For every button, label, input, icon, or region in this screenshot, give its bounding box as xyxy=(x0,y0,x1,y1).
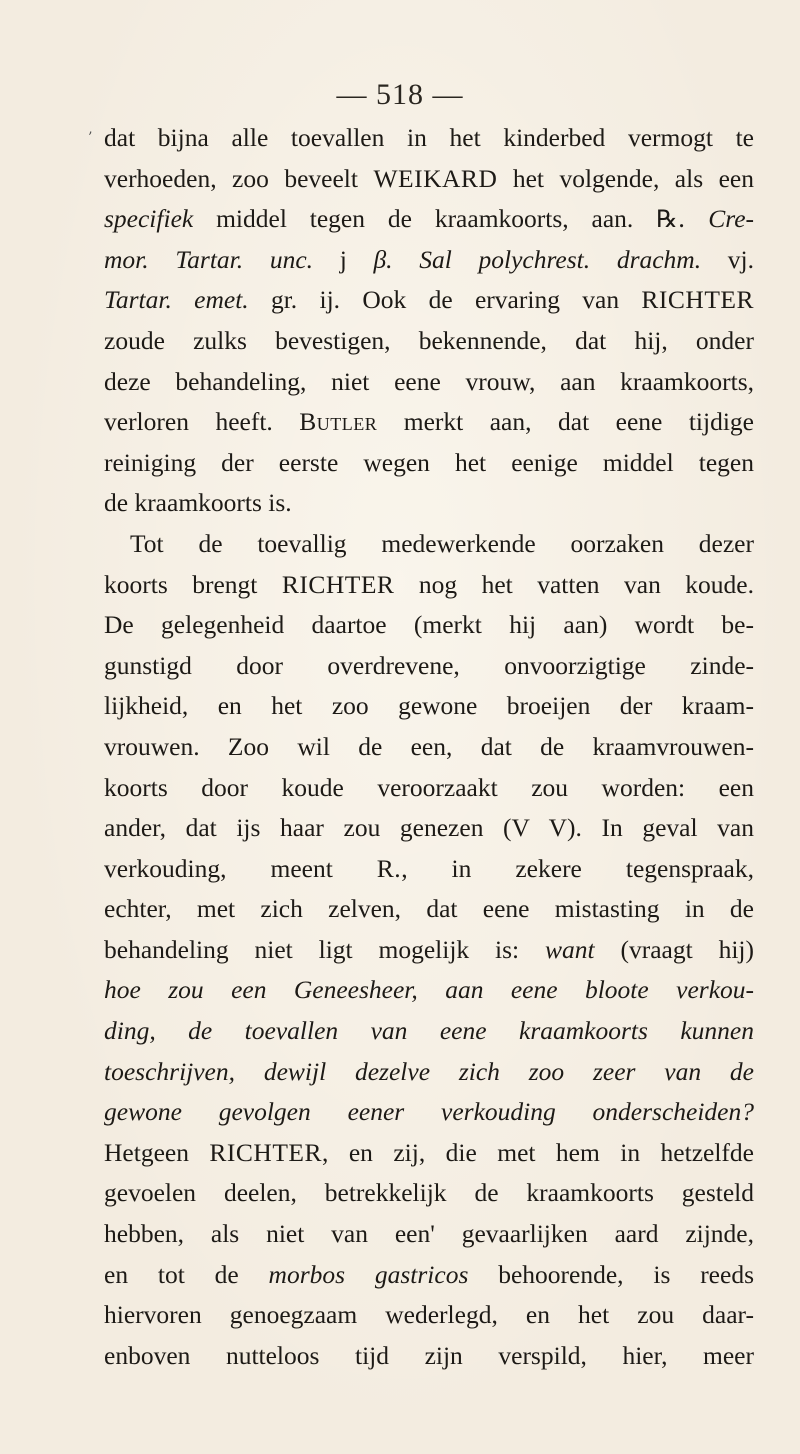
text-segment: vrouwen. Zoo wil de een, dat de kraamvrouwen- xyxy=(104,731,754,761)
text-line xyxy=(104,118,754,159)
text-segment: verhoeden, zoo beveelt xyxy=(104,163,374,193)
page-number-header: — 518 — xyxy=(336,78,464,111)
text-segment: en tot de xyxy=(104,1259,269,1289)
text-line xyxy=(104,1255,754,1296)
text-segment xyxy=(685,204,708,233)
text-segment: Tot de toevallig medewerkende oorzaken dezer xyxy=(130,528,754,558)
text-line xyxy=(104,1295,754,1336)
text-segment: Butler xyxy=(299,407,378,437)
text-segment: Hetgeen xyxy=(104,1137,210,1167)
text-segment: want xyxy=(545,934,595,964)
text-line xyxy=(104,1011,754,1052)
text-line xyxy=(104,605,754,646)
text-segment: vj. xyxy=(701,244,754,274)
text-line xyxy=(104,1133,754,1174)
text-line xyxy=(104,849,754,890)
text-line xyxy=(104,646,754,687)
text-line xyxy=(104,1173,754,1214)
text-segment: ℞. xyxy=(656,205,686,234)
text-line xyxy=(104,199,754,240)
text-line xyxy=(104,240,754,281)
text-segment: j xyxy=(313,244,374,274)
text-segment: β. Sal polychrest. drachm. xyxy=(373,244,702,274)
text-line xyxy=(104,362,754,403)
text-segment: specifiek xyxy=(104,204,194,234)
margin-mark: ’ xyxy=(88,130,93,146)
text-line xyxy=(104,443,754,484)
text-segment: RICHTER xyxy=(641,285,754,315)
text-segment: enboven nutteloos tijd zijn verspild, hier, meer xyxy=(104,1340,754,1370)
text-segment: RICHTER xyxy=(281,569,395,599)
text-line xyxy=(104,686,754,727)
text-line xyxy=(104,321,754,362)
text-segment: morbos gastricos xyxy=(268,1259,469,1289)
text-segment: De gelegenheid daartoe (merkt hij aan) wordt be- xyxy=(104,610,754,640)
text-segment: deze behandeling, niet eene vrouw, aan kraamkoorts, xyxy=(104,366,754,396)
text-segment: lijkheid, en het zoo gewone broeijen der kraam- xyxy=(104,691,754,721)
text-segment: gr. ij. Ook de ervaring van xyxy=(248,285,642,315)
text-segment: , in zekere tegenspraak, xyxy=(401,853,755,883)
text-line xyxy=(104,402,754,443)
text-segment: RICHTER xyxy=(209,1137,322,1167)
text-segment: dat bijna alle toevallen in het kinderbed vermogt te xyxy=(104,123,754,152)
text-segment: koorts door koude veroorzaakt zou worden: een xyxy=(104,772,754,802)
text-line xyxy=(104,768,754,809)
text-segment: verkouding, meent xyxy=(104,853,377,883)
body-text xyxy=(104,118,754,1376)
text-line xyxy=(104,727,754,768)
text-segment: gewone gevolgen eener verkouding onderscheiden? xyxy=(104,1097,754,1127)
text-segment: R. xyxy=(376,853,402,883)
text-segment: reiniging der eerste wegen het eenige middel tegen xyxy=(104,447,754,477)
text-segment: (vraagt hij) xyxy=(594,934,754,964)
text-segment: gevoelen deelen, betrekkelijk de kraamkoorts gesteld xyxy=(104,1178,754,1208)
text-segment: middel tegen de kraamkoorts, aan. xyxy=(193,204,657,234)
text-segment: ding, de toevallen van eene kraamkoorts kunnen xyxy=(104,1016,754,1046)
text-line xyxy=(104,1052,754,1093)
text-segment: WEIKARD xyxy=(373,163,498,193)
text-segment: , en zij, die met hem in hetzelfde xyxy=(322,1137,754,1167)
text-segment: toeschrijven, dewijl dezelve zich zoo zeer van de xyxy=(104,1056,754,1086)
text-segment: koorts brengt xyxy=(104,569,282,599)
text-segment: het volgende, als een xyxy=(497,163,754,193)
text-segment: gunstigd door overdrevene, onvoorzigtige zinde- xyxy=(104,650,754,680)
text-segment: behoorende, is reeds xyxy=(468,1259,754,1289)
text-line xyxy=(104,930,754,971)
text-line xyxy=(104,808,754,849)
text-segment: hebben, als niet van een' gevaarlijken aard zijnde, xyxy=(104,1219,754,1249)
text-segment: de kraamkoorts is. xyxy=(104,488,292,518)
text-line xyxy=(104,524,754,565)
text-segment: nog het vatten van koude. xyxy=(394,569,754,599)
text-line xyxy=(104,1092,754,1133)
text-segment: hoe zou een Geneesheer, aan eene bloote verkou- xyxy=(104,975,754,1005)
text-segment: merkt aan, dat eene tijdige xyxy=(377,407,754,437)
text-line xyxy=(104,1214,754,1255)
text-segment: hiervoren genoegzaam wederlegd, en het zou daar- xyxy=(104,1300,754,1330)
text-line xyxy=(104,970,754,1011)
text-line xyxy=(104,1336,754,1377)
text-segment: Cre- xyxy=(708,204,754,234)
text-segment: verloren heeft. xyxy=(104,407,300,437)
text-line xyxy=(104,565,754,606)
text-segment: zoude zulks bevestigen, bekennende, dat hij, onder xyxy=(104,325,754,355)
text-line xyxy=(104,889,754,930)
text-line xyxy=(104,159,754,200)
text-segment: echter, met zich zelven, dat eene mistasting in de xyxy=(104,894,754,924)
text-line xyxy=(104,483,754,524)
text-segment: behandeling niet ligt mogelijk is: xyxy=(104,934,546,964)
text-segment: ander, dat ijs haar zou genezen (V V). In geval van xyxy=(104,813,754,843)
text-segment: mor. Tartar. unc. xyxy=(104,244,314,274)
text-segment: Tartar. emet. xyxy=(104,285,249,315)
text-line xyxy=(104,280,754,321)
